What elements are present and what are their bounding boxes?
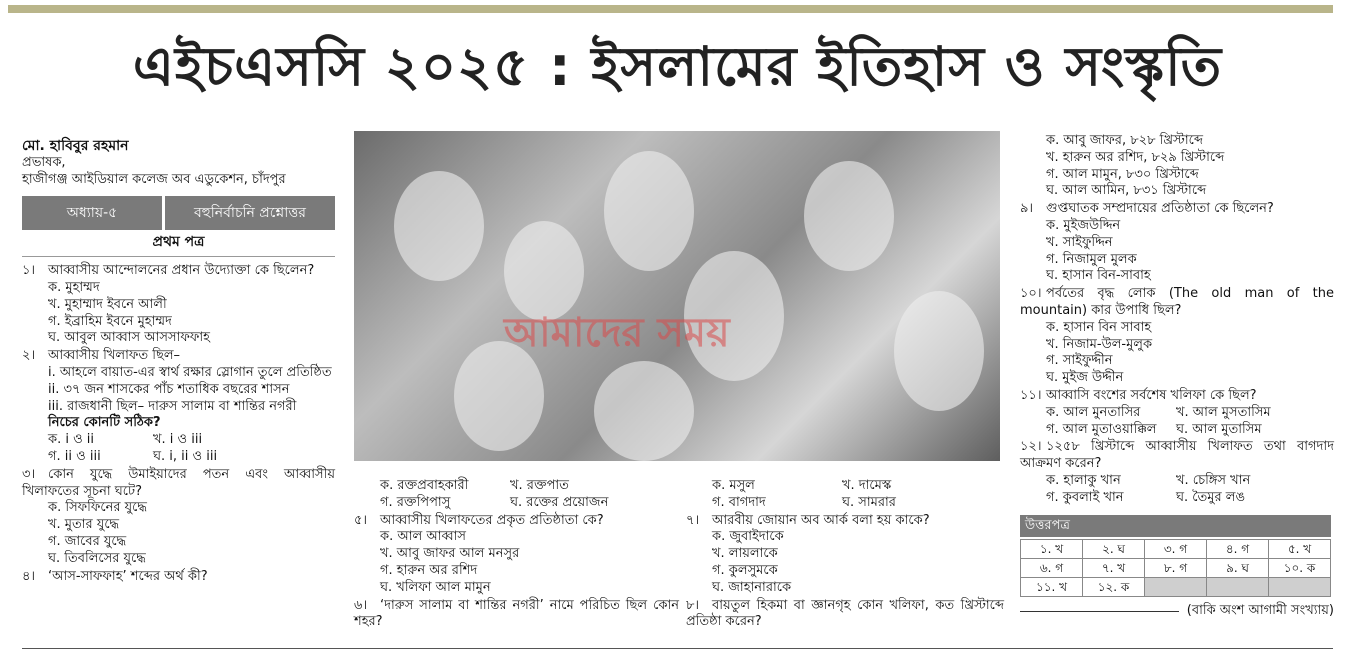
answer-cell: ৬. গ [1021,559,1083,578]
question-5: ৫। আব্বাসীয় খিলাফতের প্রকৃত প্রতিষ্ঠাতা কে? [354,512,604,528]
option-row: গ. ii ও iii ঘ. i, ii ও iii [48,448,218,464]
column-2 [354,478,679,631]
option-row: গ. কুবলাই খান ঘ. তৈমুর লঙ [1046,489,1246,505]
option: খ. মুতার যুদ্ধে [48,517,120,533]
question-11: ১১। আব্বাসি বংশের সর্বশেষ খলিফা কে ছিল? [1020,387,1257,403]
author-role: প্রভাষক, [22,154,66,170]
option: গ. হারুন অর রশিদ [380,562,478,578]
question-4: ৪। ‘আস-সাফফাহ’ শব্দের অর্থ কী? [22,568,208,584]
option: ক. সিফফিনের যুদ্ধে [48,500,147,516]
continued-note [1020,603,1334,620]
headline: এইচএসসি ২০২৫ : ইসলামের ইতিহাস ও সংস্কৃতি [132,35,1223,98]
question-prompt: নিচের কোনটি সঠিক? [48,415,161,431]
question-10: ১০। পর্বতের বৃদ্ধ লোক (The old man of the mountain) কার উপাধি ছিল? [1020,286,1334,318]
option: ঘ. খলিফা আল মামুন [380,579,491,595]
statement-ii: ii. ৩৭ জন শাসকের পাঁচ শতাধিক বছরের শাসন [48,381,290,397]
option: ক. আল আব্বাস [380,529,466,545]
author-name: মো. হাবিবুর রহমান [22,138,129,154]
option: খ. আবু জাফর আল মনসুর [380,546,520,562]
option: খ. নিজাম-উল-মুলুক [1046,336,1153,352]
option-row: গ. বাগদাদ ঘ. সামরার [712,494,896,510]
option: গ. নিজামুল মুলক [1046,251,1137,267]
answer-cell: ১০. ক [1269,559,1331,578]
column-1 [22,138,335,585]
top-rule [8,5,1333,13]
answer-cell: ৭. খ [1083,559,1145,578]
option-row: ক. হালাকু খান খ. চেঙ্গিস খান [1046,472,1251,488]
column-4 [1020,133,1334,620]
divider [1020,611,1179,612]
option: খ. লায়লাকে [712,546,778,562]
statement-iii: iii. রাজধানী ছিল– দারুস সালাম বা শান্তির নগরী [48,398,297,414]
chapter-label: অধ্যায়-৫ [22,196,162,230]
option: ক. মুইজউদ্দিন [1046,217,1121,233]
question-2: ২। আব্বাসীয় খিলাফত ছিল– [22,348,181,364]
students-celebrating-photo [354,131,1000,461]
question-1: ১। আব্বাসীয় আন্দোলনের প্রধান উদ্যোক্তা কে ছিলেন? [22,263,315,279]
answer-sheet-title: উত্তরপত্র [1020,515,1331,538]
option: ঘ. মুইজ উদ্দীন [1046,370,1124,386]
option-row: ক. i ও ii খ. i ও iii [48,432,203,448]
option-row: ক. মসুল খ. দামেস্ক [712,478,892,493]
option: গ. ইব্রাহিম ইবনে মুহাম্মদ [48,313,172,329]
option-row: গ. রক্তপিপাসু ঘ. রক্তের প্রয়োজন [380,494,609,510]
question-6: ৬। ‘দারুস সালাম বা শান্তির নগরী’ নামে পরিচিত ছিল কোন শহর? [354,597,679,630]
option: ঘ. আল আমিন, ৮৩১ খ্রিস্টাব্দে [1046,183,1207,199]
answer-cell: ১২. ক [1083,578,1145,597]
answer-cell-empty [1269,578,1331,597]
answer-table [1020,539,1331,597]
option: ক. হাসান বিন সাবাহ [1046,319,1152,335]
section-label: বহুনির্বাচনি প্রশ্নোত্তর [162,196,335,230]
option: ঘ. জাহানারাকে [712,579,792,595]
option: খ. সাইফুদ্দিন [1046,234,1113,250]
answer-cell: ৫. খ [1269,540,1331,559]
author-org: হাজীগঞ্জ আইডিয়াল কলেজ অব এডুকেশন, চাঁদপুর [22,171,286,187]
answer-cell: ২. ঘ [1083,540,1145,559]
option: ক. জুবাইদাকে [712,529,784,545]
option: খ. মুহাম্মাদ ইবনে আলী [48,296,167,312]
answer-cell-empty [1145,578,1207,597]
question-7: ৭। আরবীয় জোয়ান অব আর্ক বলা হয় কাকে? [686,512,930,528]
option: ক. মুহাম্মদ [48,279,100,295]
option-row: ক. রক্তপ্রবাহকারী খ. রক্তপাত [380,478,569,493]
answer-cell-empty [1207,578,1269,597]
question-8: ৮। বায়তুল হিকমা বা জ্ঞানগৃহ কোন খলিফা, কত খ্রিস্টাব্দে প্রতিষ্ঠা করেন? [686,597,1004,630]
answer-cell: ৯. ঘ [1207,559,1269,578]
option-row: গ. আল মুতাওয়াক্কিল ঘ. আল মুতাসিম [1046,421,1262,437]
option: ঘ. তিবলিসের যুদ্ধে [48,550,146,566]
option: গ. জাবের যুদ্ধে [48,533,127,549]
question-9: ৯। গুপ্তঘাতক সম্প্রদায়ের প্রতিষ্ঠাতা কে ছিলেন? [1020,201,1274,217]
answer-cell: ৪. গ [1207,540,1269,559]
option: ঘ. হাসান বিন-সাবাহ [1046,268,1151,284]
question-3: ৩। কোন যুদ্ধে উমাইয়াদের পতন এবং আব্বাসীয় খিলাফতের সূচনা ঘটে? [22,466,335,499]
continued-text: (বাকি অংশ আগামী সংখ্যায়) [1186,603,1334,619]
option-row: ক. আল মুনতাসির খ. আল মুসতাসিম [1046,404,1271,420]
chapter-bar [22,196,335,230]
question-12: ১২। ১২৫৮ খ্রিস্টাব্দে আব্বাসীয় খিলাফত তথা বাগদাদ আক্রমণ করেন? [1020,439,1334,472]
paper-label: প্রথম পত্র [22,234,335,257]
option: খ. হারুন অর রশিদ, ৮২৯ খ্রিস্টাব্দে [1046,149,1225,165]
answer-cell: ৮. গ [1145,559,1207,578]
statement-i: i. আহলে বায়াত-এর স্বার্থ রক্ষার স্লোগান তুলে প্রতিষ্ঠিত [48,364,332,380]
answer-cell: ১১. খ [1021,578,1083,597]
option: গ. সাইফুদ্দীন [1046,353,1113,369]
option: ঘ. আবুল আব্বাস আসসাফফাহ [48,330,210,346]
column-3 [686,478,1004,631]
bottom-rule [22,648,1333,649]
option: গ. কুলসুমকে [712,562,778,578]
photo-watermark: আমাদের সময় [504,310,730,356]
option: ক. আবু জাফর, ৮২৮ খ্রিস্টাব্দে [1046,133,1203,148]
answer-cell: ৩. গ [1145,540,1207,559]
option: গ. আল মামুন, ৮৩০ খ্রিস্টাব্দে [1046,166,1199,182]
answer-cell: ১. খ [1021,540,1083,559]
